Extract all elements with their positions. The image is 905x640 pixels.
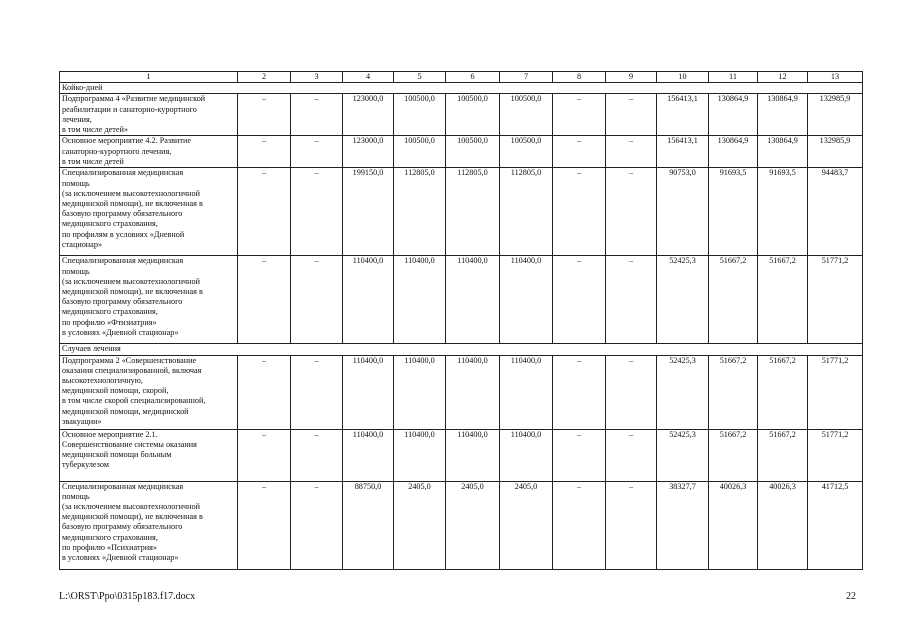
column-number-header: 2	[238, 72, 291, 83]
value-cell: 51771,2	[808, 355, 863, 429]
value-cell: 41712,5	[808, 481, 863, 569]
value-cell: 91693,5	[758, 168, 808, 256]
value-cell: 156413,1	[657, 136, 709, 168]
column-number-header-row	[60, 72, 863, 83]
value-cell: 156413,1	[657, 94, 709, 136]
value-cell: 51667,2	[758, 355, 808, 429]
value-cell: 40026,3	[709, 481, 758, 569]
column-number-header: 9	[606, 72, 657, 83]
data-table	[59, 71, 863, 570]
row-title-cell: Подпрограмма 4 «Развитие медицинской реабилитации и санаторно-курортного лечения, в том числе детей»	[60, 94, 238, 136]
value-cell: 51771,2	[808, 256, 863, 344]
value-cell: 51667,2	[709, 429, 758, 481]
value-cell: 100500,0	[394, 136, 446, 168]
value-cell: 52425,3	[657, 429, 709, 481]
value-cell: –	[553, 94, 606, 136]
column-number-header: 5	[394, 72, 446, 83]
row-title-cell: Основное мероприятие 4.2. Развитие санаторно-курортного лечения, в том числе детей	[60, 136, 238, 168]
row-title-cell: Основное мероприятие 2.1. Совершенствование системы оказания медицинской помощи больным туберкулезом	[60, 429, 238, 481]
value-cell: –	[238, 481, 291, 569]
value-cell: –	[606, 136, 657, 168]
value-cell: 130864,9	[709, 94, 758, 136]
value-cell: 110400,0	[446, 355, 500, 429]
value-cell: –	[606, 94, 657, 136]
value-cell: 88750,0	[343, 481, 394, 569]
value-cell: 2405,0	[394, 481, 446, 569]
column-number-header: 6	[446, 72, 500, 83]
row-title-cell: Специализированная медицинская помощь (за исключением высокотехнологичной медицинской помощи), не включенная в базовую программу обязательного медицинского страхования, по профилям в условиях «Дневной стационар»	[60, 168, 238, 256]
value-cell: 110400,0	[500, 355, 553, 429]
row-title-cell: Специализированная медицинская помощь (за исключением высокотехнологичной медицинской помощи), не включенная в базовую программу обязательного медицинского страхования, по профилю «Фтизиатрия» в условиях «Дневной стационар»	[60, 256, 238, 344]
value-cell: 52425,3	[657, 355, 709, 429]
value-cell: –	[291, 256, 343, 344]
value-cell: 123000,0	[343, 94, 394, 136]
value-cell: 132985,9	[808, 136, 863, 168]
value-cell: –	[606, 355, 657, 429]
table-row	[60, 481, 863, 569]
table-row	[60, 256, 863, 344]
value-cell: 112805,0	[500, 168, 553, 256]
value-cell: –	[553, 256, 606, 344]
value-cell: –	[606, 481, 657, 569]
column-number-header: 11	[709, 72, 758, 83]
value-cell: 130864,9	[758, 136, 808, 168]
value-cell: 40026,3	[758, 481, 808, 569]
value-cell: 110400,0	[343, 256, 394, 344]
column-number-header: 7	[500, 72, 553, 83]
value-cell: 38327,7	[657, 481, 709, 569]
value-cell: 51667,2	[709, 355, 758, 429]
value-cell: 110400,0	[500, 429, 553, 481]
value-cell: 110400,0	[446, 256, 500, 344]
value-cell: –	[553, 168, 606, 256]
value-cell: 90753,0	[657, 168, 709, 256]
value-cell: –	[606, 429, 657, 481]
value-cell: –	[291, 481, 343, 569]
value-cell: 132985,9	[808, 94, 863, 136]
value-cell: 123000,0	[343, 136, 394, 168]
value-cell: 51667,2	[758, 429, 808, 481]
column-number-header: 4	[343, 72, 394, 83]
row-title-cell: Специализированная медицинская помощь (за исключением высокотехнологичной медицинской помощи), не включенная в базовую программу обязательного медицинского страхования, по профилю «Психиатрия» в условиях «Дневной стационар»	[60, 481, 238, 569]
value-cell: –	[291, 168, 343, 256]
value-cell: 2405,0	[446, 481, 500, 569]
value-cell: –	[238, 256, 291, 344]
section-header-row	[60, 83, 863, 94]
section-header-row	[60, 344, 863, 355]
value-cell: 110400,0	[500, 256, 553, 344]
footer-file-path: L:\ORST\Ppo\0315p183.f17.docx	[59, 591, 196, 602]
value-cell: –	[606, 168, 657, 256]
value-cell: 100500,0	[394, 94, 446, 136]
value-cell: 110400,0	[394, 429, 446, 481]
value-cell: 112805,0	[446, 168, 500, 256]
value-cell: –	[238, 355, 291, 429]
value-cell: –	[606, 256, 657, 344]
value-cell: 100500,0	[500, 94, 553, 136]
column-number-header: 10	[657, 72, 709, 83]
table-row	[60, 355, 863, 429]
value-cell: –	[553, 136, 606, 168]
value-cell: –	[553, 481, 606, 569]
value-cell: –	[238, 168, 291, 256]
column-number-header: 1	[60, 72, 238, 83]
section-label: Случаев лечения	[60, 344, 863, 355]
value-cell: –	[553, 355, 606, 429]
value-cell: 100500,0	[500, 136, 553, 168]
table-row	[60, 136, 863, 168]
value-cell: 110400,0	[343, 429, 394, 481]
value-cell: 51667,2	[709, 256, 758, 344]
value-cell: –	[238, 136, 291, 168]
value-cell: 100500,0	[446, 136, 500, 168]
column-number-header: 3	[291, 72, 343, 83]
column-number-header: 12	[758, 72, 808, 83]
value-cell: 2405,0	[500, 481, 553, 569]
value-cell: 130864,9	[758, 94, 808, 136]
value-cell: 100500,0	[446, 94, 500, 136]
table-row	[60, 168, 863, 256]
value-cell: –	[553, 429, 606, 481]
value-cell: 110400,0	[394, 256, 446, 344]
value-cell: 130864,9	[709, 136, 758, 168]
table-row	[60, 94, 863, 136]
value-cell: 110400,0	[343, 355, 394, 429]
value-cell: 51771,2	[808, 429, 863, 481]
page-number: 22	[846, 591, 856, 602]
column-number-header: 13	[808, 72, 863, 83]
row-title-cell: Подпрограмма 2 «Совершенствование оказания специализированной, включая высокотехнологичную, медицинской помощи, скорой, в том числе скорой специализированной, медицинской помощи, медицинской эвакуации»	[60, 355, 238, 429]
value-cell: –	[238, 94, 291, 136]
value-cell: –	[238, 429, 291, 481]
value-cell: 199150,0	[343, 168, 394, 256]
section-label: Койко-дней	[60, 83, 863, 94]
value-cell: –	[291, 355, 343, 429]
value-cell: –	[291, 429, 343, 481]
value-cell: 94483,7	[808, 168, 863, 256]
value-cell: 52425,3	[657, 256, 709, 344]
value-cell: –	[291, 94, 343, 136]
value-cell: 91693,5	[709, 168, 758, 256]
value-cell: 110400,0	[394, 355, 446, 429]
column-number-header: 8	[553, 72, 606, 83]
table-row	[60, 429, 863, 481]
value-cell: 51667,2	[758, 256, 808, 344]
value-cell: 112805,0	[394, 168, 446, 256]
value-cell: –	[291, 136, 343, 168]
value-cell: 110400,0	[446, 429, 500, 481]
